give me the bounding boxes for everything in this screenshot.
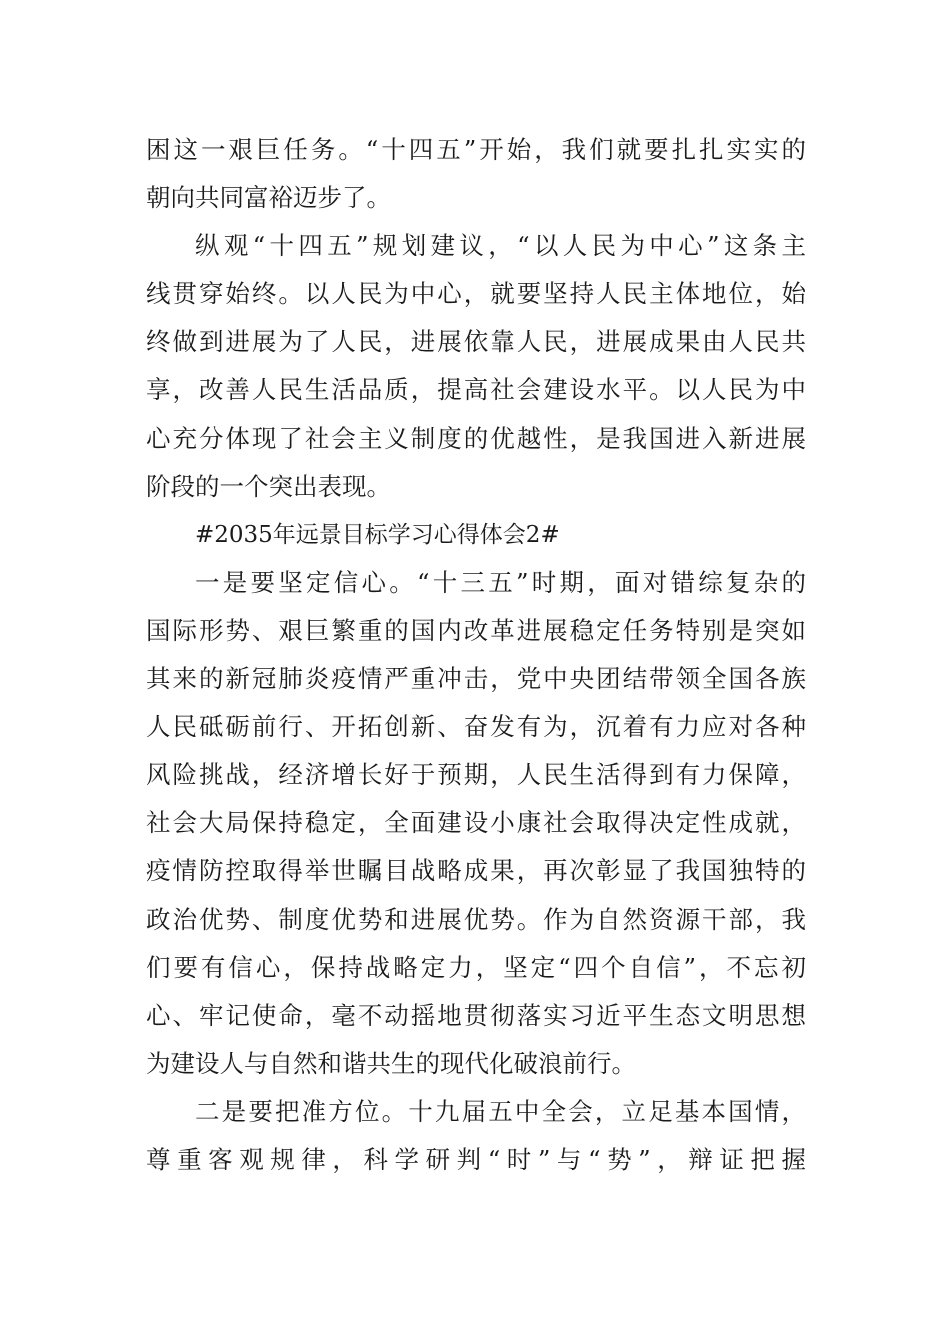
text-line: 国际形势、艰巨繁重的国内改革进展稳定任务特别是突如 — [146, 615, 806, 645]
text-line: 心、牢记使命，毫不动摇地贯彻落实习近平生态文明思想 — [146, 1000, 806, 1030]
text-line: 终做到进展为了人民，进展依靠人民，进展成果由人民共 — [146, 327, 806, 357]
text-line: 为建设人与自然和谐共生的现代化破浪前行。 — [146, 1048, 636, 1078]
text-line: 纵观“十四五”规划建议，“以人民为中心”这条主 — [195, 231, 806, 261]
text-line: 困这一艰巨任务。“十四五”开始，我们就要扎扎实实的 — [146, 135, 806, 164]
text-line: 疫情防控取得举世瞩目战略成果，再次彰显了我国独特的 — [146, 856, 806, 886]
text-line: 一是要坚定信心。“十三五”时期，面对错综复杂的 — [195, 567, 806, 597]
text-line: 社会大局保持稳定，全面建设小康社会取得决定性成就， — [146, 808, 806, 838]
text-line: 享，改善人民生活品质，提高社会建设水平。以人民为中 — [146, 375, 806, 405]
text-line: 风险挑战，经济增长好于预期，人民生活得到有力保障， — [146, 760, 806, 790]
text-line: 政治优势、制度优势和进展优势。作为自然资源干部，我 — [146, 904, 806, 934]
text-line: 二是要把准方位。十九届五中全会，立足基本国情， — [195, 1096, 806, 1126]
text-line: 心充分体现了社会主义制度的优越性，是我国进入新进展 — [146, 423, 806, 453]
text-line: 朝向共同富裕迈步了。 — [146, 183, 391, 213]
text-line: 们要有信心，保持战略定力，坚定“四个自信”，不忘初 — [146, 952, 806, 982]
document-body — [146, 126, 806, 1184]
text-line: 尊重客观规律，科学研判“时”与“势”，辩证把握 — [146, 1144, 806, 1174]
text-line: 其来的新冠肺炎疫情严重冲击，党中央团结带领全国各族 — [146, 664, 806, 694]
text-line: 阶段的一个突出表现。 — [146, 471, 391, 501]
text-line: 人民砥砺前行、开拓创新、奋发有为，沉着有力应对各种 — [146, 712, 806, 742]
section-heading: #2035年远景目标学习心得体会2# — [195, 521, 560, 548]
text-line: 线贯穿始终。以人民为中心，就要坚持人民主体地位，始 — [146, 279, 806, 309]
